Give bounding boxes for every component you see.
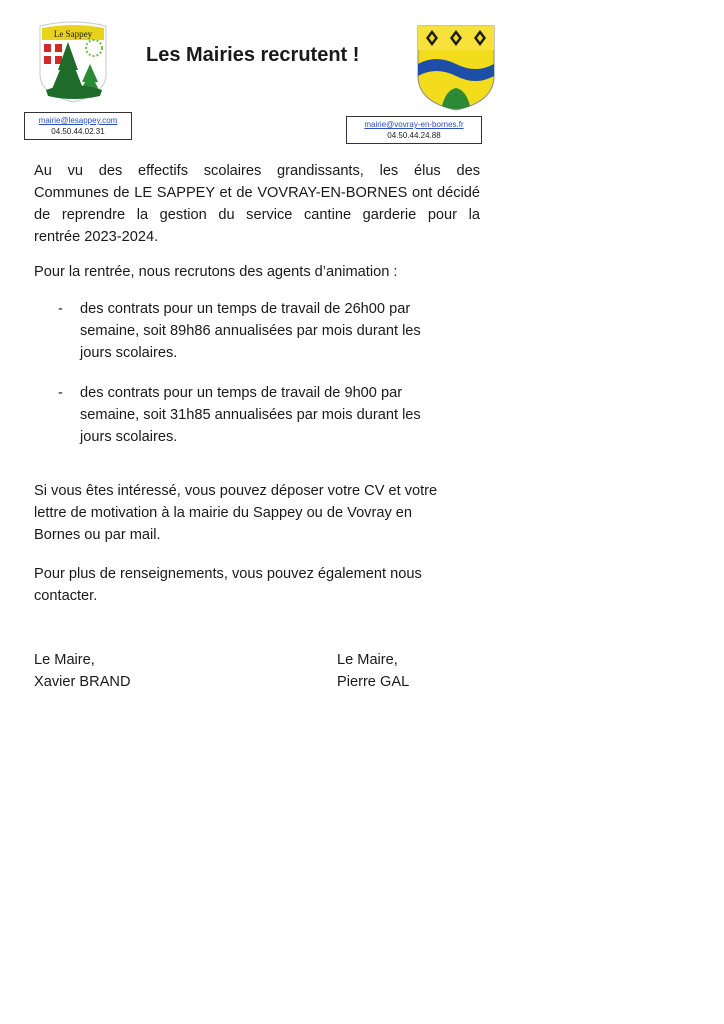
- le-sappey-logo: [34, 20, 112, 104]
- page-title: Les Mairies recrutent !: [146, 44, 360, 66]
- text-line: Communes de LE SAPPEY et de VOVRAY-EN-BORNES ont décidé: [34, 185, 480, 201]
- text-line: semaine, soit 31h85 annualisées par mois durant les: [80, 407, 421, 423]
- contact-box-sappey: [24, 112, 132, 140]
- text-line: lettre de motivation à la mairie du Sappey ou de Vovray en: [34, 505, 413, 521]
- signature-role: Le Maire,: [34, 652, 95, 668]
- list-item: [58, 298, 458, 368]
- text-line: jours scolaires.: [80, 345, 178, 361]
- signature-vovray: [337, 649, 537, 693]
- text-line: Si vous êtes intéressé, vous pouvez déposer votre CV et votre: [34, 483, 438, 499]
- list-item: [58, 382, 458, 452]
- signature-name: Xavier BRAND: [34, 674, 131, 690]
- text-line: des contrats pour un temps de travail de 26h00 par: [80, 301, 411, 317]
- signature-sappey: [34, 649, 234, 693]
- text-line: rentrée 2023-2024.: [34, 229, 159, 245]
- email-link[interactable]: mairie@lesappey.com: [38, 116, 118, 125]
- text-line: de reprendre la gestion du service cantine garderie pour la: [34, 207, 480, 223]
- text-line: Au vu des effectifs scolaires grandissants, les élus des: [34, 163, 480, 179]
- email-link[interactable]: mairie@vovray-en-bornes.fr: [364, 120, 464, 129]
- text-line: jours scolaires.: [80, 429, 178, 445]
- info-paragraph: [34, 563, 474, 607]
- signature-role: Le Maire,: [337, 652, 398, 668]
- text-line: semaine, soit 89h86 annualisées par mois durant les: [80, 323, 421, 339]
- logo-label: Le Sappey: [53, 29, 93, 39]
- recruit-paragraph: Pour la rentrée, nous recrutons des agents d’animation :: [34, 264, 398, 280]
- bullet-dash: -: [58, 301, 63, 317]
- text-line: des contrats pour un temps de travail de 9h00 par: [80, 385, 403, 401]
- vovray-crest: [416, 24, 496, 112]
- phone-number: 04.50.44.02.31: [51, 127, 105, 136]
- signature-name: Pierre GAL: [337, 674, 410, 690]
- text-line: Pour plus de renseignements, vous pouvez également nous: [34, 566, 422, 582]
- contact-box-vovray: [346, 116, 482, 144]
- phone-number: 04.50.44.24.88: [387, 131, 441, 140]
- text-line: Bornes ou par mail.: [34, 527, 161, 543]
- text-line: contacter.: [34, 588, 98, 604]
- bullet-dash: -: [58, 385, 63, 401]
- apply-paragraph: [34, 480, 474, 546]
- intro-paragraph: [34, 160, 480, 248]
